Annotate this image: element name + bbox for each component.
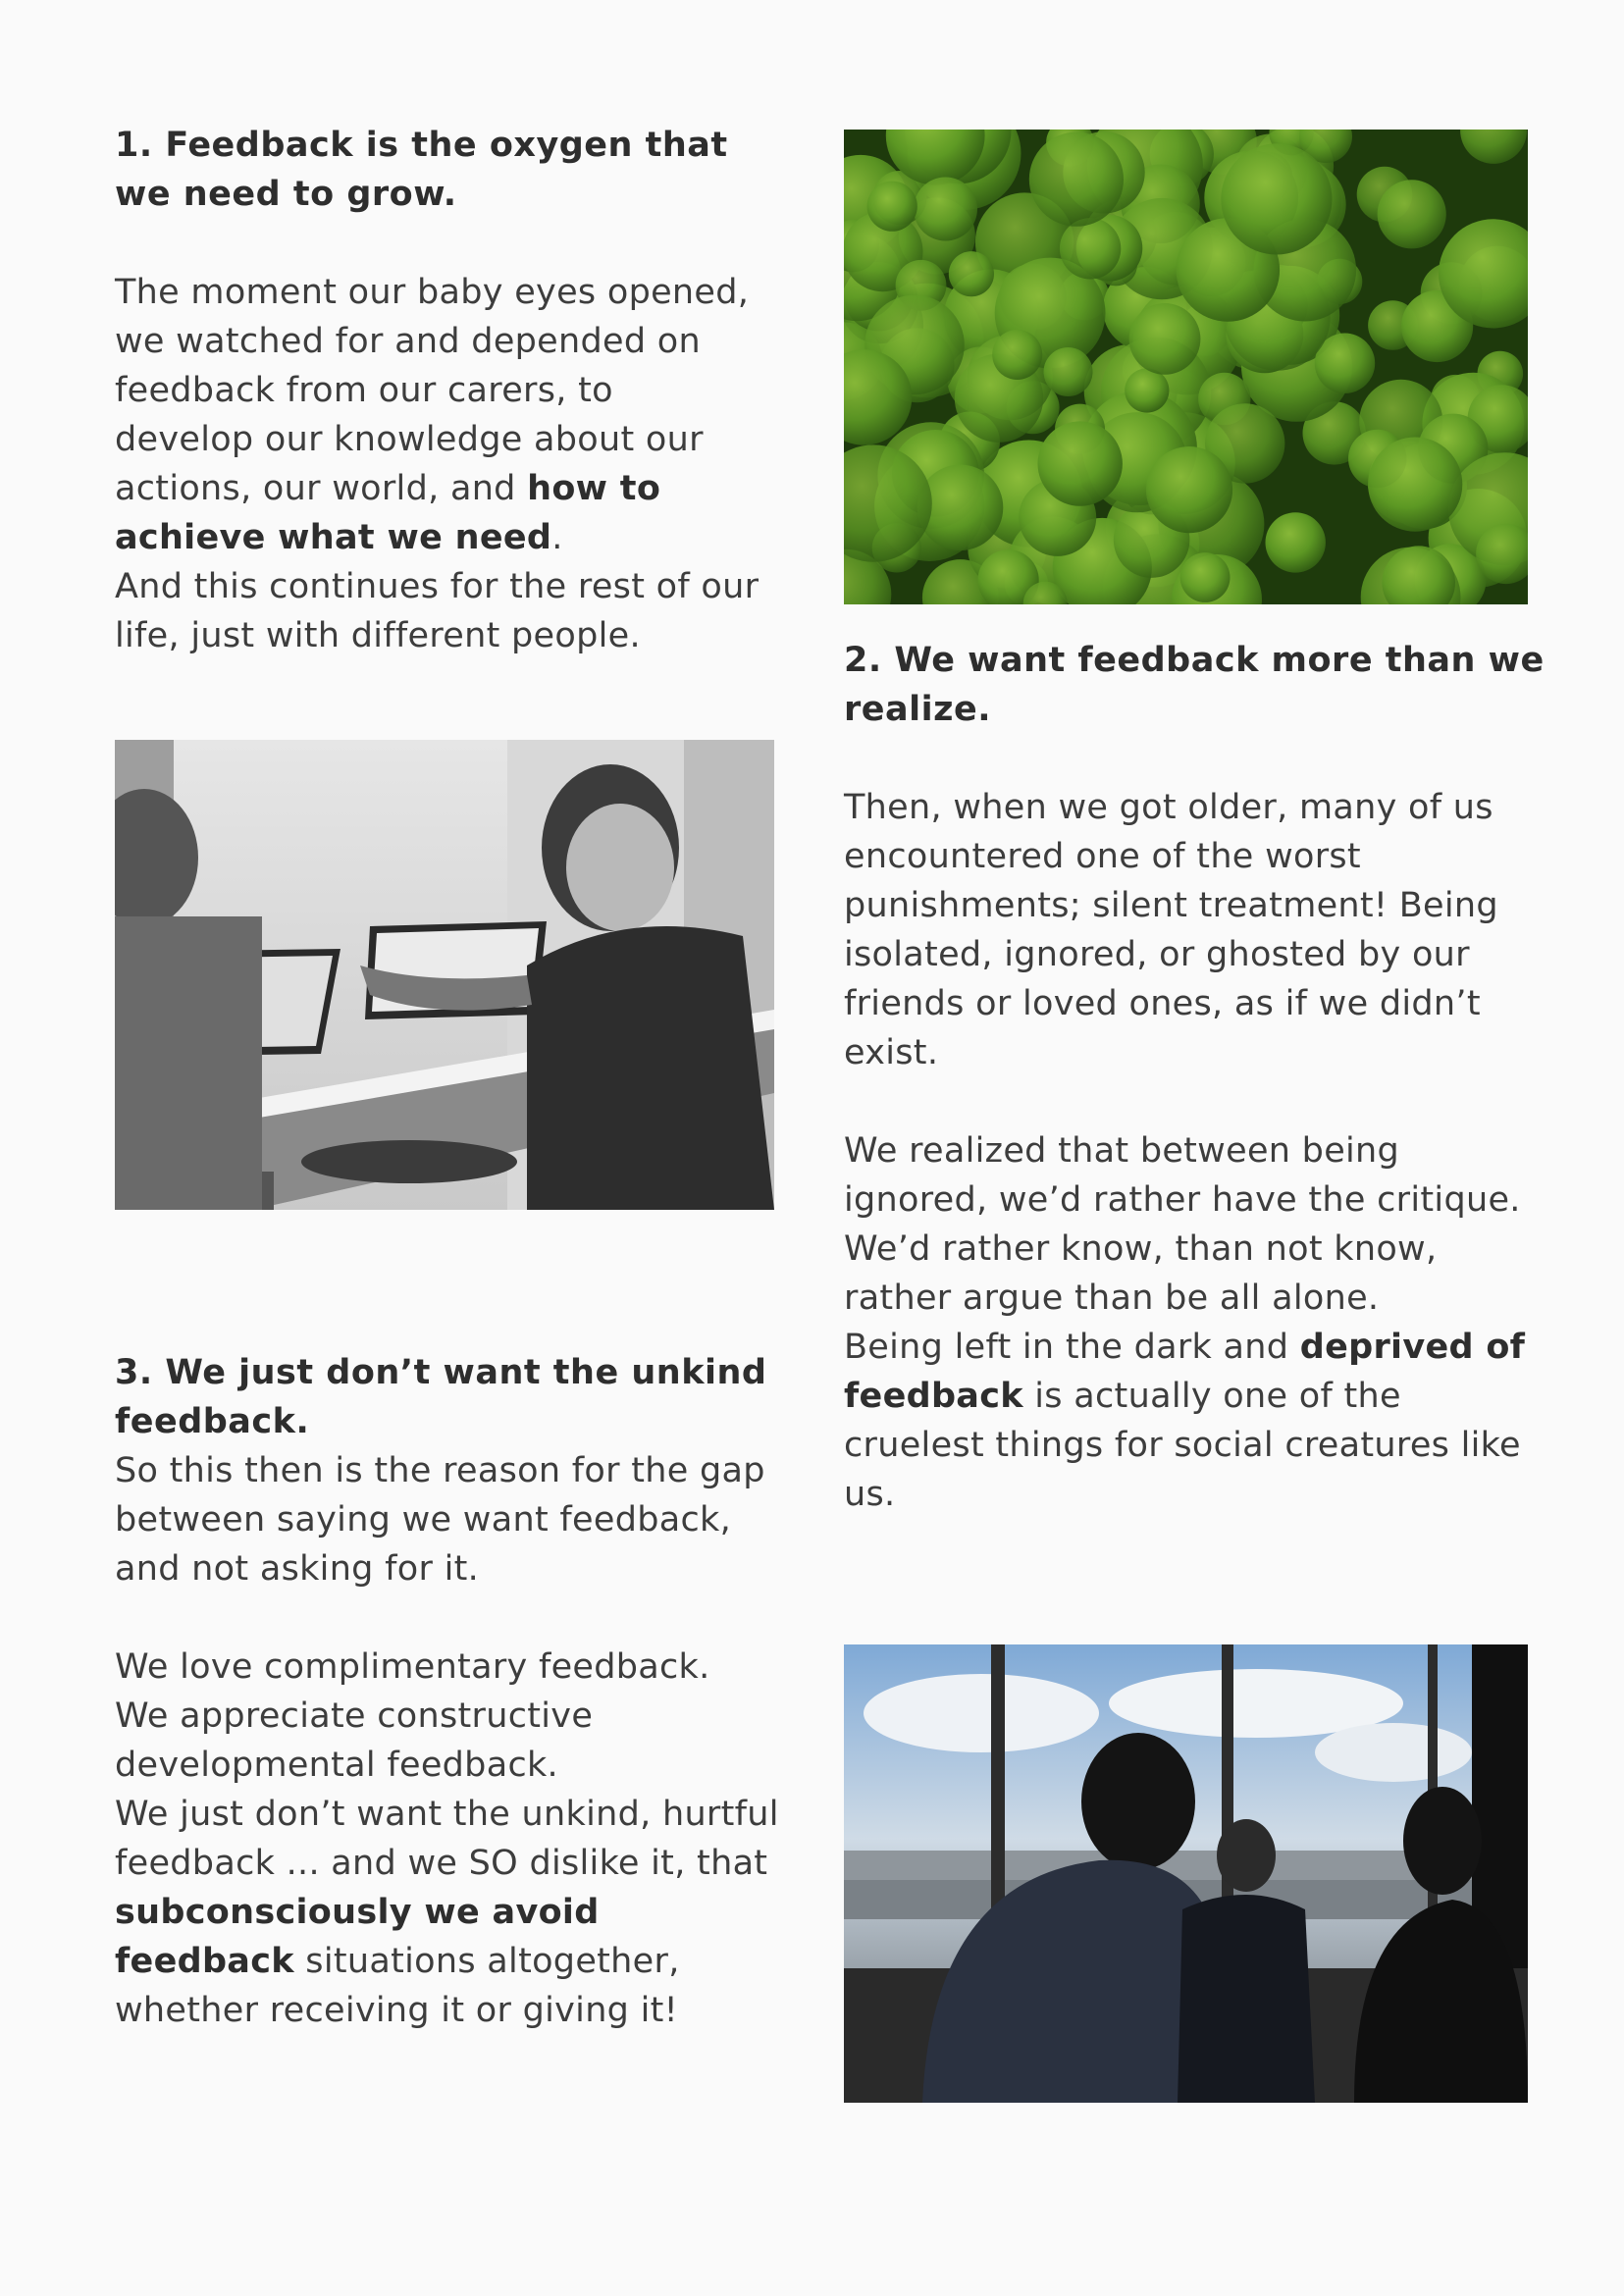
text-span: Being left in the dark and (844, 1328, 1300, 1367)
section-3-paragraph-1: So this then is the reason for the gap between saying we want feedback, and not asking for it. (115, 1451, 765, 1589)
section-3 (115, 1348, 782, 2035)
forest-canopy-photo (844, 130, 1528, 604)
bold-span: how to achieve what we need (115, 469, 661, 557)
meeting-window-photo (844, 1644, 1528, 2103)
section-2-heading: 2. We want feedback more than we realize. (844, 641, 1545, 729)
bold-span: subconsciously we avoid feedback (115, 1893, 600, 1981)
section-3-heading: 3. We just don’t want the unkind feedback. (115, 1353, 767, 1441)
section-2-paragraph-1: Then, when we got older, many of us encountered one of the worst punishments; silent treatment! Being isolated, ignored, or ghosted by our friends or loved ones, as if we didn’t exist. (844, 788, 1498, 1072)
text-span: . (551, 518, 563, 557)
text-span: is actually one of the cruelest things for social creatures like us. (844, 1377, 1521, 1514)
section-2-paragraph-3 (844, 1323, 1550, 1519)
office-laptops-photo (115, 740, 774, 1210)
section-1-paragraph-2: And this continues for the rest of our life, just with different people. (115, 567, 760, 655)
text-span: We just don’t want the unkind, hurtful feedback ... and we SO dislike it, that (115, 1795, 779, 1883)
section-3-paragraph-3: We appreciate constructive developmental feedback. (115, 1696, 594, 1785)
section-1 (115, 121, 762, 660)
bold-span: deprived of feedback (844, 1328, 1526, 1416)
section-1-heading: 1. Feedback is the oxygen that we need to grow. (115, 126, 728, 214)
text-span: situations altogether, whether receiving it or giving it! (115, 1942, 680, 2030)
section-2 (844, 636, 1550, 1519)
section-3-paragraph-4 (115, 1790, 782, 2035)
section-2-paragraph-2: We realized that between being ignored, we’d rather have the critique. We’d rather know, than not know, rather argue than be all alone. (844, 1131, 1521, 1318)
text-span: The moment our baby eyes opened, we watched for and depended on feedback from our carers, to develop our knowledge about our actions, our world, and (115, 273, 750, 508)
section-1-paragraph-1 (115, 268, 762, 562)
section-3-paragraph-2: We love complimentary feedback. (115, 1647, 710, 1687)
